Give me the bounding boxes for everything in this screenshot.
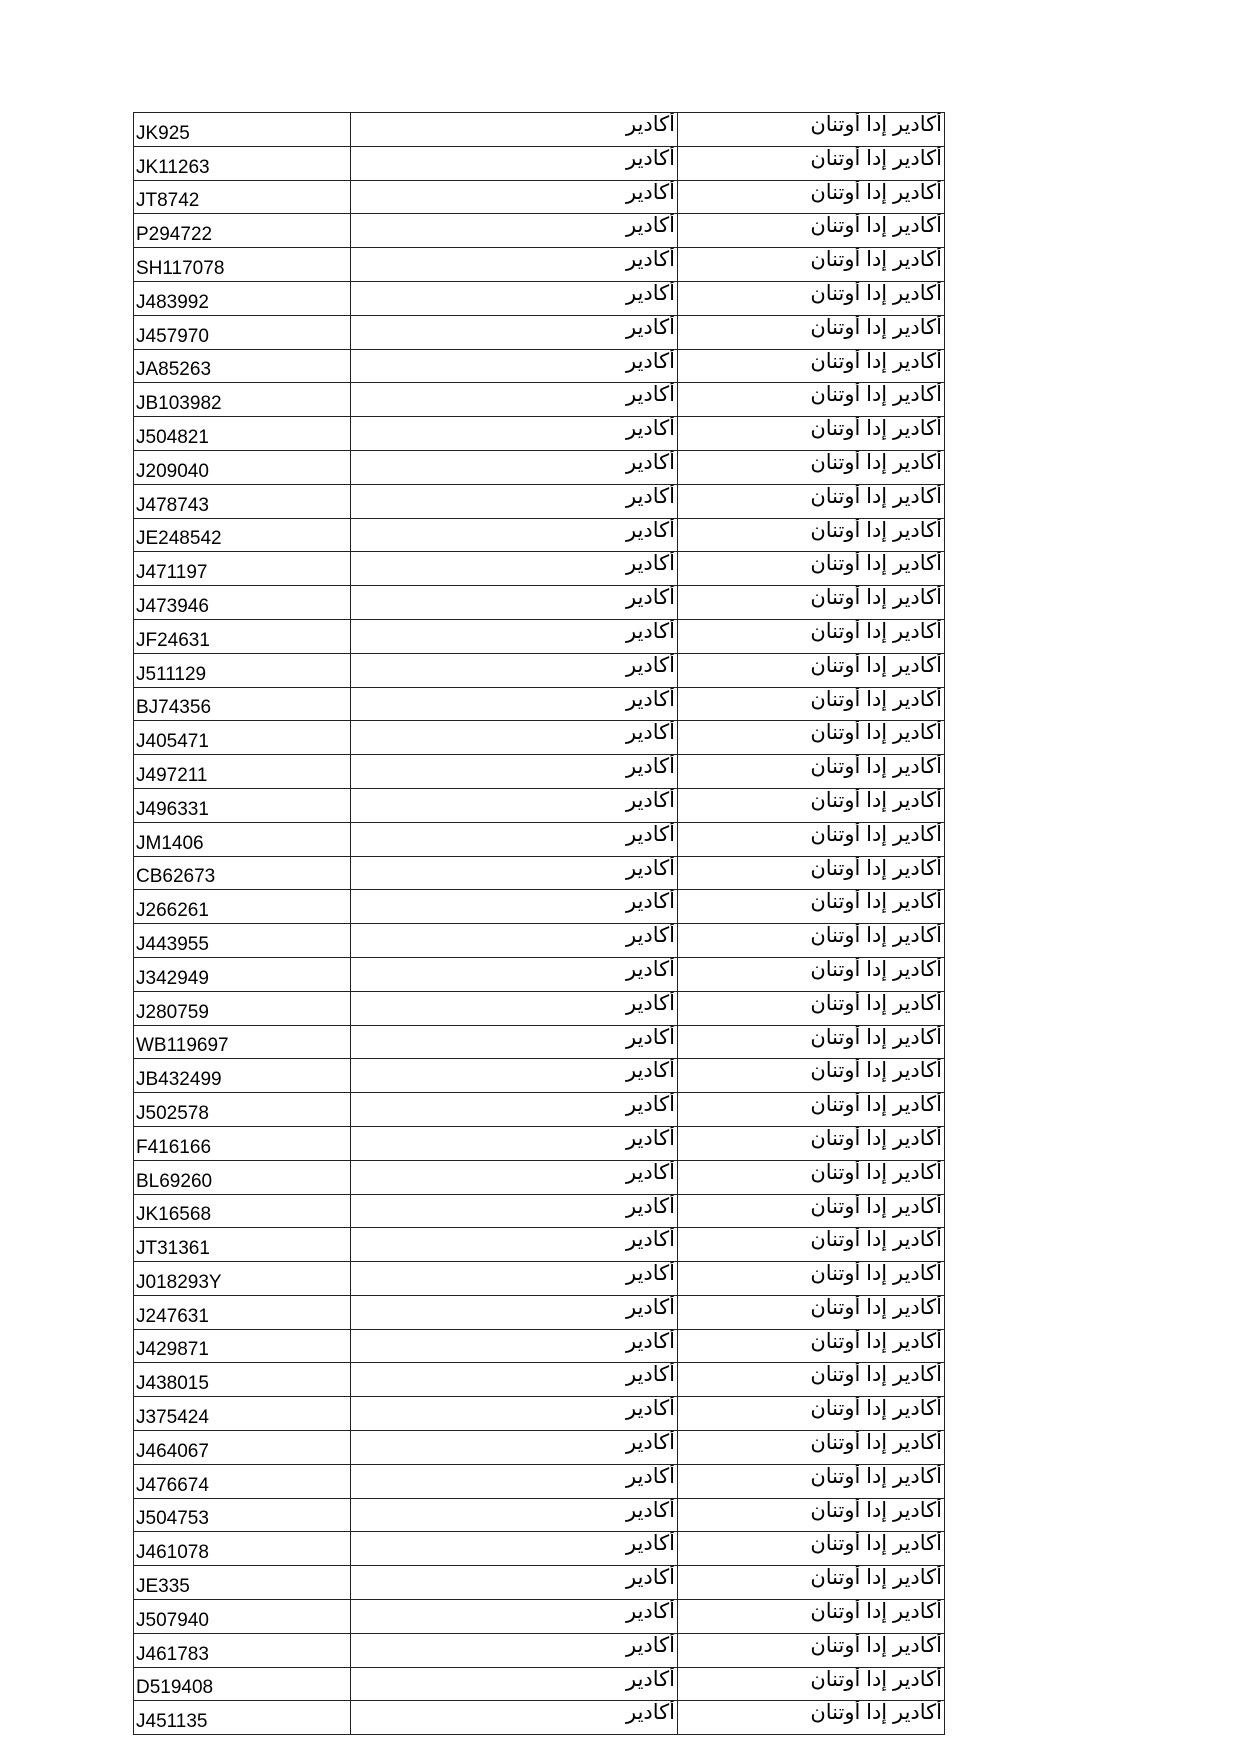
- prefecture-cell: أكادير إدا أوتنان: [678, 1025, 945, 1059]
- city-cell: أكادير: [351, 788, 678, 822]
- city-cell: أكادير: [351, 1228, 678, 1262]
- city-cell: أكادير: [351, 1093, 678, 1127]
- data-table: [133, 112, 945, 1735]
- city-cell: أكادير: [351, 1329, 678, 1363]
- id-cell: J507940: [134, 1600, 351, 1634]
- city-cell: أكادير: [351, 924, 678, 958]
- city-cell: أكادير: [351, 721, 678, 755]
- table-row: [134, 1701, 945, 1735]
- id-cell: J504821: [134, 417, 351, 451]
- table-row: [134, 1566, 945, 1600]
- city-cell: أكادير: [351, 1126, 678, 1160]
- id-cell: JM1406: [134, 822, 351, 856]
- id-cell: D519408: [134, 1667, 351, 1701]
- table-row: [134, 1498, 945, 1532]
- id-cell: J375424: [134, 1397, 351, 1431]
- city-cell: أكادير: [351, 315, 678, 349]
- id-cell: J266261: [134, 890, 351, 924]
- prefecture-cell: أكادير إدا أوتنان: [678, 1464, 945, 1498]
- prefecture-cell: أكادير إدا أوتنان: [678, 113, 945, 147]
- prefecture-cell: أكادير إدا أوتنان: [678, 991, 945, 1025]
- id-cell: J511129: [134, 653, 351, 687]
- prefecture-cell: أكادير إدا أوتنان: [678, 924, 945, 958]
- table-row: [134, 788, 945, 822]
- city-cell: أكادير: [351, 890, 678, 924]
- table-row: [134, 315, 945, 349]
- city-cell: أكادير: [351, 1600, 678, 1634]
- prefecture-cell: أكادير إدا أوتنان: [678, 1431, 945, 1465]
- prefecture-cell: أكادير إدا أوتنان: [678, 349, 945, 383]
- city-cell: أكادير: [351, 1498, 678, 1532]
- city-cell: أكادير: [351, 619, 678, 653]
- id-cell: CB62673: [134, 856, 351, 890]
- table-row: [134, 890, 945, 924]
- city-cell: أكادير: [351, 349, 678, 383]
- id-cell: J209040: [134, 450, 351, 484]
- prefecture-cell: أكادير إدا أوتنان: [678, 214, 945, 248]
- city-cell: أكادير: [351, 687, 678, 721]
- table-row: [134, 450, 945, 484]
- id-cell: BJ74356: [134, 687, 351, 721]
- id-cell: J471197: [134, 552, 351, 586]
- table-row: [134, 146, 945, 180]
- city-cell: أكادير: [351, 1667, 678, 1701]
- id-cell: J247631: [134, 1295, 351, 1329]
- id-cell: WB119697: [134, 1025, 351, 1059]
- id-cell: JT8742: [134, 180, 351, 214]
- id-cell: JA85263: [134, 349, 351, 383]
- city-cell: أكادير: [351, 1566, 678, 1600]
- id-cell: J502578: [134, 1093, 351, 1127]
- table-row: [134, 1093, 945, 1127]
- city-cell: أكادير: [351, 991, 678, 1025]
- table-row: [134, 1600, 945, 1634]
- id-cell: J476674: [134, 1464, 351, 1498]
- prefecture-cell: أكادير إدا أوتنان: [678, 721, 945, 755]
- city-cell: أكادير: [351, 1025, 678, 1059]
- city-cell: أكادير: [351, 484, 678, 518]
- prefecture-cell: أكادير إدا أوتنان: [678, 1126, 945, 1160]
- prefecture-cell: أكادير إدا أوتنان: [678, 1667, 945, 1701]
- id-cell: JE335: [134, 1566, 351, 1600]
- table-row: [134, 586, 945, 620]
- prefecture-cell: أكادير إدا أوتنان: [678, 1532, 945, 1566]
- table-row: [134, 1126, 945, 1160]
- prefecture-cell: أكادير إدا أوتنان: [678, 1397, 945, 1431]
- city-cell: أكادير: [351, 856, 678, 890]
- prefecture-cell: أكادير إدا أوتنان: [678, 1295, 945, 1329]
- id-cell: J496331: [134, 788, 351, 822]
- table-row: [134, 1431, 945, 1465]
- prefecture-cell: أكادير إدا أوتنان: [678, 856, 945, 890]
- table-row: [134, 822, 945, 856]
- city-cell: أكادير: [351, 450, 678, 484]
- table-row: [134, 180, 945, 214]
- id-cell: J451135: [134, 1701, 351, 1735]
- prefecture-cell: أكادير إدا أوتنان: [678, 1633, 945, 1667]
- table-row: [134, 552, 945, 586]
- prefecture-cell: أكادير إدا أوتنان: [678, 1194, 945, 1228]
- prefecture-cell: أكادير إدا أوتنان: [678, 1701, 945, 1735]
- city-cell: أكادير: [351, 248, 678, 282]
- id-cell: J504753: [134, 1498, 351, 1532]
- prefecture-cell: أكادير إدا أوتنان: [678, 586, 945, 620]
- id-cell: J342949: [134, 957, 351, 991]
- id-cell: J457970: [134, 315, 351, 349]
- city-cell: أكادير: [351, 552, 678, 586]
- table-row: [134, 1194, 945, 1228]
- prefecture-cell: أكادير إدا أوتنان: [678, 1498, 945, 1532]
- prefecture-cell: أكادير إدا أوتنان: [678, 518, 945, 552]
- prefecture-cell: أكادير إدا أوتنان: [678, 890, 945, 924]
- city-cell: أكادير: [351, 957, 678, 991]
- id-cell: J438015: [134, 1363, 351, 1397]
- prefecture-cell: أكادير إدا أوتنان: [678, 315, 945, 349]
- id-cell: J018293Y: [134, 1262, 351, 1296]
- city-cell: أكادير: [351, 1262, 678, 1296]
- prefecture-cell: أكادير إدا أوتنان: [678, 146, 945, 180]
- prefecture-cell: أكادير إدا أوتنان: [678, 281, 945, 315]
- table-row: [134, 1667, 945, 1701]
- table-row: [134, 924, 945, 958]
- prefecture-cell: أكادير إدا أوتنان: [678, 1228, 945, 1262]
- prefecture-cell: أكادير إدا أوتنان: [678, 1059, 945, 1093]
- prefecture-cell: أكادير إدا أوتنان: [678, 1566, 945, 1600]
- id-cell: P294722: [134, 214, 351, 248]
- id-cell: J429871: [134, 1329, 351, 1363]
- table-row: [134, 383, 945, 417]
- table-row: [134, 1464, 945, 1498]
- city-cell: أكادير: [351, 1701, 678, 1735]
- table-row: [134, 755, 945, 789]
- id-cell: J443955: [134, 924, 351, 958]
- city-cell: أكادير: [351, 1431, 678, 1465]
- id-cell: J497211: [134, 755, 351, 789]
- prefecture-cell: أكادير إدا أوتنان: [678, 1600, 945, 1634]
- prefecture-cell: أكادير إدا أوتنان: [678, 822, 945, 856]
- id-cell: JK16568: [134, 1194, 351, 1228]
- prefecture-cell: أكادير إدا أوتنان: [678, 619, 945, 653]
- table-row: [134, 1228, 945, 1262]
- table-row: [134, 248, 945, 282]
- prefecture-cell: أكادير إدا أوتنان: [678, 653, 945, 687]
- id-cell: J473946: [134, 586, 351, 620]
- id-cell: J464067: [134, 1431, 351, 1465]
- id-cell: JF24631: [134, 619, 351, 653]
- prefecture-cell: أكادير إدا أوتنان: [678, 552, 945, 586]
- city-cell: أكادير: [351, 1160, 678, 1194]
- prefecture-cell: أكادير إدا أوتنان: [678, 417, 945, 451]
- city-cell: أكادير: [351, 1363, 678, 1397]
- table-row: [134, 619, 945, 653]
- city-cell: أكادير: [351, 1464, 678, 1498]
- prefecture-cell: أكادير إدا أوتنان: [678, 687, 945, 721]
- id-cell: SH117078: [134, 248, 351, 282]
- id-cell: JE248542: [134, 518, 351, 552]
- prefecture-cell: أكادير إدا أوتنان: [678, 755, 945, 789]
- table-row: [134, 721, 945, 755]
- table-row: [134, 484, 945, 518]
- id-cell: JB432499: [134, 1059, 351, 1093]
- city-cell: أكادير: [351, 214, 678, 248]
- table-row: [134, 214, 945, 248]
- prefecture-cell: أكادير إدا أوتنان: [678, 1329, 945, 1363]
- table-row: [134, 113, 945, 147]
- city-cell: أكادير: [351, 822, 678, 856]
- table-row: [134, 1532, 945, 1566]
- table-body: [134, 113, 945, 1735]
- city-cell: أكادير: [351, 1397, 678, 1431]
- prefecture-cell: أكادير إدا أوتنان: [678, 180, 945, 214]
- prefecture-cell: أكادير إدا أوتنان: [678, 1160, 945, 1194]
- prefecture-cell: أكادير إدا أوتنان: [678, 1093, 945, 1127]
- id-cell: J461078: [134, 1532, 351, 1566]
- id-cell: J483992: [134, 281, 351, 315]
- table-row: [134, 281, 945, 315]
- table-row: [134, 856, 945, 890]
- city-cell: أكادير: [351, 653, 678, 687]
- id-cell: BL69260: [134, 1160, 351, 1194]
- id-cell: J461783: [134, 1633, 351, 1667]
- prefecture-cell: أكادير إدا أوتنان: [678, 1363, 945, 1397]
- city-cell: أكادير: [351, 518, 678, 552]
- table-row: [134, 1295, 945, 1329]
- city-cell: أكادير: [351, 1295, 678, 1329]
- table-row: [134, 1363, 945, 1397]
- city-cell: أكادير: [351, 180, 678, 214]
- table-row: [134, 1262, 945, 1296]
- table-row: [134, 349, 945, 383]
- table-row: [134, 1397, 945, 1431]
- table-row: [134, 1025, 945, 1059]
- id-cell: J280759: [134, 991, 351, 1025]
- id-cell: JB103982: [134, 383, 351, 417]
- id-cell: F416166: [134, 1126, 351, 1160]
- city-cell: أكادير: [351, 417, 678, 451]
- city-cell: أكادير: [351, 383, 678, 417]
- prefecture-cell: أكادير إدا أوتنان: [678, 484, 945, 518]
- table-row: [134, 957, 945, 991]
- city-cell: أكادير: [351, 755, 678, 789]
- table-row: [134, 653, 945, 687]
- id-cell: JT31361: [134, 1228, 351, 1262]
- city-cell: أكادير: [351, 113, 678, 147]
- id-cell: J478743: [134, 484, 351, 518]
- table-row: [134, 1160, 945, 1194]
- table-row: [134, 1633, 945, 1667]
- table-row: [134, 1059, 945, 1093]
- city-cell: أكادير: [351, 586, 678, 620]
- id-cell: JK925: [134, 113, 351, 147]
- prefecture-cell: أكادير إدا أوتنان: [678, 1262, 945, 1296]
- prefecture-cell: أكادير إدا أوتنان: [678, 450, 945, 484]
- city-cell: أكادير: [351, 1194, 678, 1228]
- city-cell: أكادير: [351, 146, 678, 180]
- table-row: [134, 991, 945, 1025]
- id-cell: JK11263: [134, 146, 351, 180]
- prefecture-cell: أكادير إدا أوتنان: [678, 788, 945, 822]
- table-row: [134, 1329, 945, 1363]
- table-row: [134, 687, 945, 721]
- prefecture-cell: أكادير إدا أوتنان: [678, 383, 945, 417]
- city-cell: أكادير: [351, 1532, 678, 1566]
- city-cell: أكادير: [351, 281, 678, 315]
- table-row: [134, 417, 945, 451]
- table-row: [134, 518, 945, 552]
- prefecture-cell: أكادير إدا أوتنان: [678, 248, 945, 282]
- city-cell: أكادير: [351, 1633, 678, 1667]
- prefecture-cell: أكادير إدا أوتنان: [678, 957, 945, 991]
- city-cell: أكادير: [351, 1059, 678, 1093]
- id-cell: J405471: [134, 721, 351, 755]
